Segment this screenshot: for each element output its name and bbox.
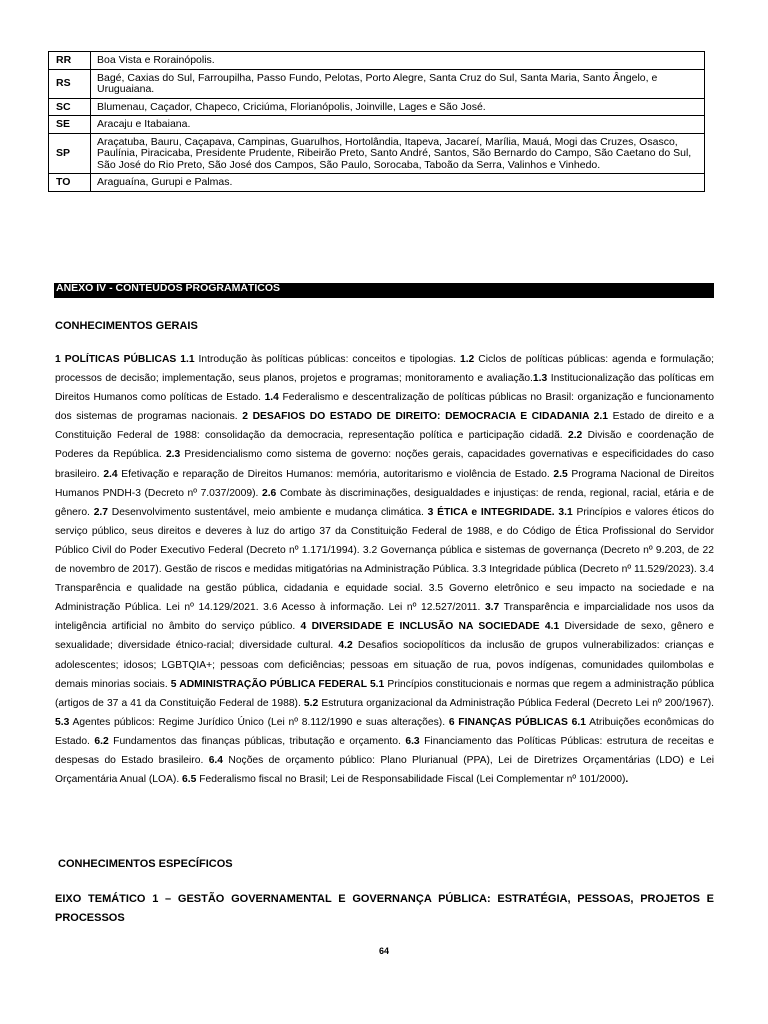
table-row: [49, 98, 705, 116]
topic-text: Desafios sociopolíticos da inclusão de grupos vulnerabilizados: crianças e adolescentes; idosos; LGBTQIA+; pessoas com deficiências; pessoas em situação de rua, povos indígenas, comunidades quilombolas e demais minorias sociais.: [55, 640, 714, 690]
topic-number: 4.2: [338, 640, 353, 652]
state-code-cell: TO: [49, 174, 91, 192]
topic-text: Noções de orçamento público: Plano Plurianual (PPA), Lei de Diretrizes Orçamentárias (LDO) e Lei Orçamentária Anual (LOA).: [55, 754, 714, 786]
specific-knowledge-heading: CONHECIMENTOS ESPECÍFICOS: [58, 858, 233, 870]
topic-text: Desenvolvimento sustentável, meio ambiente e mudança climática.: [108, 506, 428, 518]
topic-number: 2.3: [165, 449, 181, 461]
topic-number: 6.5: [182, 774, 197, 786]
state-code-cell: RR: [49, 52, 91, 70]
cities-cell: Araçatuba, Bauru, Caçapava, Campinas, Guarulhos, Hortolândia, Itapeva, Jacareí, Marília, Mauá, Mogi das Cruzes, Osasco, Paulínia, Piracicaba, Presidente Prudente, Ribeirão Preto, Santo André, Santos, São Bernardo do Campo, São Caetano do Sul, São José do Rio Preto, São José dos Campos, São Paulo, Sorocaba, Taboão da Serra, Valinhos e Vinhedo.: [91, 133, 705, 174]
cities-cell: Aracaju e Itabaiana.: [91, 116, 705, 134]
city-table: [48, 51, 705, 192]
topic-text: Combate às discriminações, desigualdades e injustiças: de renda, regional, racial, etária e de gênero.: [55, 487, 714, 518]
topic-number: 2.4: [103, 468, 118, 480]
state-code-cell: RS: [49, 69, 91, 98]
topic-text: Fundamentos das finanças públicas, tributação e orçamento.: [108, 735, 406, 747]
topic-text: Diversidade de sexo, gênero e sexualidade; diversidade étnico-racial; diversidade cultural.: [55, 621, 714, 652]
general-knowledge-body: [55, 350, 714, 789]
topic-number: 2.2: [567, 430, 583, 442]
general-knowledge-heading: CONHECIMENTOS GERAIS: [55, 320, 198, 332]
topic-number: 3.7: [484, 602, 500, 614]
topic-number: 3 ÉTICA e INTEGRIDADE. 3.1: [427, 506, 573, 518]
topic-number: 5.3: [55, 716, 70, 728]
city-table-body: [49, 52, 705, 192]
topic-text: Estrutura organizacional da Administração Pública Federal (Decreto Lei nº 200/1967).: [318, 697, 714, 709]
state-code-cell: SP: [49, 133, 91, 174]
topic-number: 6.3: [405, 735, 420, 747]
table-row: [49, 69, 705, 98]
topic-number: 5 ADMINISTRAÇÃO PÚBLICA FEDERAL 5.1: [170, 678, 385, 690]
state-code-cell: SE: [49, 116, 91, 134]
topic-text: Ciclos de políticas públicas: agenda e formulação; processos de decisão; implementação, seus planos, projetos e programas; monitoramento e avaliação.: [55, 354, 714, 385]
table-row: [49, 133, 705, 174]
topic-text: Programa Nacional de Direitos Humanos PNDH-3 (Decreto nº 7.037/2009).: [55, 468, 715, 499]
topic-number: 2.6: [261, 487, 277, 499]
topic-number: 4 DIVERSIDADE E INCLUSÃO NA SOCIEDADE 4.1: [300, 621, 560, 633]
topic-text: Atribuições econômicas do Estado.: [55, 716, 715, 747]
eixo-tematico-title: EIXO TEMÁTICO 1 – GESTÃO GOVERNAMENTAL E GOVERNANÇA PÚBLICA: ESTRATÉGIA, PESSOAS, PROJETOS E PROCESSOS: [55, 893, 714, 924]
topic-text: Institucionalização das políticas em Direitos Humanos como políticas de Estado.: [55, 373, 714, 404]
topic-number: 6 FINANÇAS PÚBLICAS 6.1: [448, 716, 586, 728]
annex-title-banner: ANEXO IV - CONTEÚDOS PROGRAMÁTICOS: [54, 283, 714, 298]
table-row: [49, 174, 705, 192]
topic-number: 1.2: [459, 354, 475, 365]
cities-cell: Araguaína, Gurupi e Palmas.: [91, 174, 705, 192]
topic-text: Agentes públicos: Regime Jurídico Único (Lei nº 8.112/1990 e suas alterações).: [69, 716, 449, 728]
topic-number: 6.4: [208, 754, 224, 766]
topic-text: Princípios constitucionais e normas que regem a administração pública (artigos de 37 a 41 da Constituição Federal de 1988).: [55, 678, 714, 709]
cities-cell: Bagé, Caxias do Sul, Farroupilha, Passo Fundo, Pelotas, Porto Alegre, Santa Cruz do Sul, Santa Maria, Santo Ângelo, e Uruguaiana.: [91, 69, 705, 98]
topic-number: 1 POLÍTICAS PÚBLICAS 1.1: [55, 354, 195, 365]
topic-number: .: [625, 774, 629, 786]
topic-text: Divisão e coordenação de Poderes da República.: [55, 430, 714, 461]
topic-number: 2.7: [93, 506, 109, 518]
topic-text: Financiamento das Políticas Públicas: estrutura de receitas e despesas do Estado brasileiro.: [55, 735, 714, 766]
topic-number: 5.2: [303, 697, 319, 709]
page-number: 64: [378, 946, 389, 956]
topic-number: 1.4: [264, 392, 279, 404]
topic-text: Presidencialismo como sistema de governo: noções gerais, capacidades governativas e especificidades do caso brasileiro.: [55, 449, 714, 480]
table-row: [49, 116, 705, 134]
topic-text: Estado de direito e a Constituição Federal de 1988: consolidação da democracia, representação política e participação cidadã.: [55, 411, 714, 442]
table-row: [49, 52, 705, 70]
topic-text: Princípios e valores éticos do serviço público, seus direitos e deveres à luz do artigo 37 da Constituição Federal de 1988, e do Código de Ética Profissional do Servidor Público Civil do Poder Executivo Federal (Decreto nº 1.171/1994). 3.2 Governança pública e sistemas de governança (Decreto nº 9.203, de 22 de novembro de 2017). Gestão de riscos e medidas mitigatórias na Administração Pública. 3.3 Integridade pública (Decreto nº 11.529/2023). 3.4 Transparência e qualidade na gestão pública, cidadania e equidade social. 3.5 Governo eletrônico e seu impacto na sociedade e na Administração Pública. Lei nº 14.129/2021. 3.6 Acesso à informação. Lei nº 12.527/2011.: [55, 506, 714, 614]
topic-text: Transparência e imparcialidade nos usos da inteligência artificial no âmbito do serviço público.: [55, 602, 714, 633]
topic-text: Efetivação e reparação de Direitos Humanos: memória, autoritarismo e violência de Estado.: [117, 468, 554, 480]
topic-text: Federalismo e descentralização de políticas públicas no Brasil: organização e funcionamento dos sistemas de programas nacionais.: [55, 392, 715, 423]
topic-text: Introdução às políticas públicas: conceitos e tipologias.: [194, 354, 460, 365]
cities-cell: Blumenau, Caçador, Chapeco, Criciúma, Florianópolis, Joinville, Lages e São José.: [91, 98, 705, 116]
state-code-cell: SC: [49, 98, 91, 116]
topic-number: 2.5: [553, 468, 568, 480]
topic-number: 2 DESAFIOS DO ESTADO DE DIREITO: DEMOCRACIA E CIDADANIA 2.1: [242, 411, 608, 423]
topic-number: 6.2: [94, 735, 109, 747]
topic-number: 1.3: [532, 373, 548, 385]
cities-cell: Boa Vista e Rorainópolis.: [91, 52, 705, 70]
topic-text: Federalismo fiscal no Brasil; Lei de Responsabilidade Fiscal (Lei Complementar nº 101/2000): [196, 774, 626, 786]
